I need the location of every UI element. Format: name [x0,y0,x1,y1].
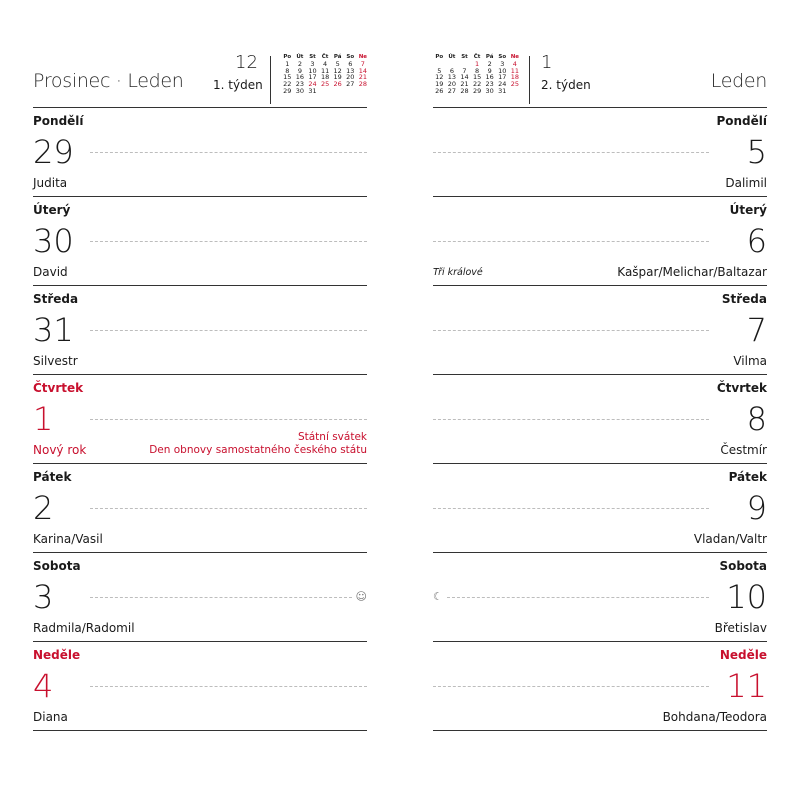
day-number: 8 [746,400,767,438]
writing-line[interactable] [90,330,367,331]
day-name: Středa [33,292,79,306]
nameday: Judita [33,176,68,190]
day-number: 6 [746,222,767,260]
day-wednesday[interactable] [433,286,767,375]
day-number: 2 [33,489,54,527]
mini-calendar-day: 21 [460,80,469,89]
day-tuesday[interactable] [33,197,367,286]
day-friday[interactable] [33,464,367,553]
week-number: 12 [235,52,258,73]
mini-calendar-day: 5 [335,59,340,68]
holiday-label [149,431,367,457]
day-number: 29 [33,133,74,171]
header-divider [529,56,530,104]
day-sunday[interactable] [33,642,367,731]
mini-calendar-day: 14 [358,66,367,75]
mini-calendar-day: 24 [308,80,317,89]
mini-calendar-day [344,88,357,95]
month-title: Prosinec · Leden [33,70,184,92]
mini-calendar [433,54,521,95]
mini-calendar-day: 8 [285,66,290,75]
nameday: Vladan/Valtr [693,532,767,546]
day-wednesday[interactable] [33,286,367,375]
day-number: 30 [33,222,74,260]
mini-calendar-week [281,81,369,88]
day-name: Neděle [719,648,767,662]
nameday: Dalimil [725,176,767,190]
mini-calendar-day: 21 [358,73,367,82]
writing-line[interactable] [90,152,367,153]
weekday-header: Pá [333,54,342,60]
mini-calendar-day: 10 [498,66,507,75]
writing-line[interactable] [433,419,709,420]
writing-line[interactable] [433,241,709,242]
mini-calendar-day: 18 [320,73,330,82]
mini-calendar-day: 18 [510,73,519,82]
writing-line[interactable] [90,241,367,242]
mini-calendar-day [331,88,344,95]
mini-calendar-day: 20 [346,73,355,82]
nameday: Silvestr [33,354,78,368]
day-number: 7 [746,311,767,349]
weekday-header: St [461,54,468,60]
day-name: Pondělí [33,114,84,128]
nameday: Kašpar/Melichar/Baltazar [617,265,767,279]
day-number: 9 [746,489,767,527]
day-saturday[interactable] [33,553,367,642]
day-sunday[interactable] [433,642,767,731]
moon-phase-icon: ☾ [433,590,443,603]
weekday-header: Čt [321,54,329,60]
nameday: Vilma [733,354,767,368]
mini-calendar-day: 12 [435,73,444,82]
mini-calendar-day: 28 [358,80,367,89]
day-number: 3 [33,578,54,616]
mini-calendar-day [319,88,332,95]
mini-calendar-day [357,88,370,95]
writing-line[interactable] [433,330,709,331]
holiday-line: Den obnovy samostatného českého státu [149,444,367,456]
day-name: Pondělí [716,114,767,128]
mini-calendar-week [281,88,369,95]
day-note: Tři králové [433,267,483,278]
mini-calendar-day: 5 [437,66,442,75]
writing-line[interactable] [433,508,709,509]
day-monday[interactable] [33,108,367,197]
day-saturday[interactable] [433,553,767,642]
mini-calendar-day: 27 [447,86,457,95]
mini-calendar-day: 19 [435,80,444,89]
mini-calendar-day: 17 [308,73,317,82]
mini-calendar-day: 7 [462,66,467,75]
mini-calendar-day: 4 [512,59,517,68]
weekday-header: Po [283,54,292,60]
mini-calendar-day: 25 [320,80,330,89]
day-name: Neděle [33,648,81,662]
day-number: 5 [746,133,767,171]
writing-line[interactable] [433,152,709,153]
mini-calendar-day: 30 [295,86,305,95]
mini-calendar-day: 16 [295,73,305,82]
day-name: Úterý [33,203,71,217]
moon-phase-icon: ☺ [355,590,367,603]
nameday: Diana [33,710,68,724]
mini-calendar-day: 2 [297,59,302,68]
mini-calendar-day: 8 [475,66,480,75]
mini-calendar-day: 20 [447,80,457,89]
weekday-header: Čt [473,54,481,60]
mini-calendar-day: 12 [333,66,342,75]
nameday: Nový rok [33,443,87,457]
mini-calendar-day: 25 [510,80,519,89]
mini-calendar-day: 11 [320,66,330,75]
weekday-header: So [346,54,355,60]
nameday: Bohdana/Teodora [662,710,767,724]
mini-calendar-day: 1 [285,59,290,68]
writing-line[interactable] [433,686,709,687]
mini-calendar-day: 13 [346,66,355,75]
week-label: 1. týden [213,78,263,92]
day-number: 10 [726,578,767,616]
holiday-line: Státní svátek [297,431,367,443]
writing-line[interactable] [90,419,367,420]
nameday: Břetislav [714,621,767,635]
nameday: Radmila/Radomil [33,621,135,635]
day-number: 4 [33,667,54,705]
mini-calendar-day: 29 [283,86,292,95]
mini-calendar-day [509,88,522,95]
weekday-header: Po [435,54,444,60]
day-thursday[interactable] [33,375,367,464]
mini-calendar-day: 26 [435,86,444,95]
mini-calendar-day: 7 [360,59,365,68]
mini-calendar-day: 10 [308,66,317,75]
day-tuesday[interactable] [433,197,767,286]
mini-calendar-day: 27 [346,80,355,89]
mini-calendar [281,54,369,95]
day-monday[interactable] [433,108,767,197]
mini-calendar-day: 22 [472,80,482,89]
day-number: 31 [33,311,74,349]
day-name: Čtvrtek [33,381,84,395]
mini-calendar-day: 30 [485,86,494,95]
mini-calendar-day: 15 [472,73,482,82]
week-label: 2. týden [541,78,591,92]
month-title: Leden [710,70,767,92]
day-number: 11 [726,667,767,705]
day-friday[interactable] [433,464,767,553]
day-name: Sobota [33,559,81,573]
mini-calendar-day: 3 [310,59,315,68]
mini-calendar-day: 4 [323,59,328,68]
day-thursday[interactable] [433,375,767,464]
mini-calendar-day: 17 [498,73,507,82]
writing-line[interactable] [90,686,367,687]
writing-line[interactable] [90,597,352,598]
mini-calendar-day: 11 [510,66,519,75]
mini-calendar-day: 6 [348,59,353,68]
mini-calendar-day: 23 [485,80,494,89]
mini-calendar-day: 31 [498,86,507,95]
mini-calendar-week [433,88,521,95]
writing-line[interactable] [90,508,367,509]
mini-calendar-day: 3 [500,59,505,68]
mini-calendar-day: 24 [498,80,507,89]
week-number: 1 [541,52,553,73]
mini-calendar-day: 13 [447,73,457,82]
day-name: Pátek [728,470,767,484]
nameday: Čestmír [720,443,767,457]
weekday-header: St [309,54,316,60]
day-number: 1 [33,400,54,438]
mini-calendar-day: 6 [449,66,454,75]
left-page [33,0,367,800]
mini-calendar-day: 28 [460,86,469,95]
weekday-header: Út [296,54,304,60]
mini-calendar-day: 26 [333,80,342,89]
mini-calendar-day: 2 [487,59,492,68]
weekday-header: Út [448,54,456,60]
nameday: Karina/Vasil [33,532,103,546]
mini-calendar-day: 19 [333,73,342,82]
weekday-header: Ne [510,54,520,60]
weekday-header: Pá [485,54,494,60]
day-name: Sobota [719,559,767,573]
mini-calendar-day: 23 [295,80,305,89]
day-rule [33,730,367,731]
weekday-header: So [498,54,507,60]
nameday: David [33,265,68,279]
day-name: Čtvrtek [716,381,767,395]
day-name: Pátek [33,470,72,484]
mini-calendar-day: 1 [475,59,480,68]
weekday-header: Ne [358,54,368,60]
day-rule [433,730,767,731]
right-page [433,0,767,800]
day-name: Středa [721,292,767,306]
mini-calendar-day: 14 [460,73,469,82]
mini-calendar-day: 31 [308,86,317,95]
mini-calendar-day: 22 [283,80,292,89]
mini-calendar-day: 16 [485,73,494,82]
mini-calendar-day: 15 [283,73,292,82]
mini-calendar-day: 29 [472,86,482,95]
writing-line[interactable] [447,597,709,598]
day-name: Úterý [729,203,767,217]
mini-calendar-day: 9 [297,66,302,75]
mini-calendar-day: 9 [487,66,492,75]
header-divider [270,56,271,104]
